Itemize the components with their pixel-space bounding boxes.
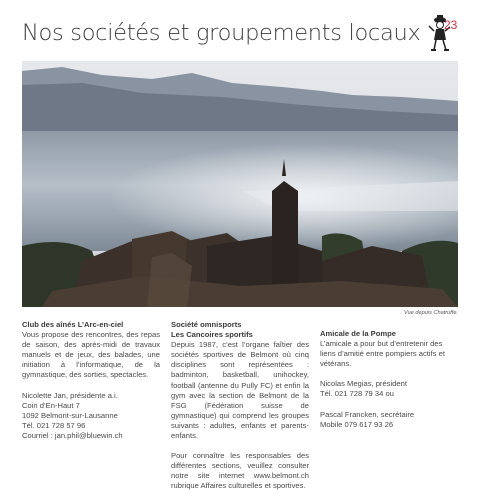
pompe-contact-1 [320,379,458,399]
pompe-president-phone: Tél. 021 728 79 34 ou [320,389,394,399]
column-sport [171,320,309,502]
pompe-contact-2 [320,410,458,430]
sport-heading-2: Les Cancoires sportifs [171,330,253,340]
column-pompe [320,329,458,430]
photo-caption: Vue depuis Chatruffe. [403,310,458,316]
pompe-heading: Amicale de la Pompe [320,329,396,338]
pompe-description: L’amicale a pour but d’entretenir des liens d’amitié entre pompiers actifs et vétérans. [320,339,445,369]
club-contact-name: Nicolette Jan, présidente a.i. [22,390,118,400]
club-heading: Club des aînés L’Arc-en-ciel [22,320,124,329]
club-description: Vous propose des rencontres, des repas de saison, des après-midi de travaux manuels et de jeux, des balades, une initiation à l’informatique, de la gymnastique, des sorties, spectacles. [22,330,160,380]
club-contact-email: Courriel : jan.phil@bluewin.ch [22,430,123,440]
column-club [22,320,160,441]
sport-more-info: Pour connaître les responsables des différentes sections, veuillez consulter notre site internet www.belmont.ch rubrique Affaires culturelles et sportives. [171,451,309,491]
page-title: Nos sociétés et groupements locaux [22,20,421,46]
sport-description: Depuis 1987, c’est l’organe faîtier des sociétés sportives de Belmont où cinq disciplines sont représentées : badminton, basketball, unihockey, football (antenne du Pully FC) et enfin la gym avec la section de Belmont de la FSG (Fédération suisse de gymnastique) qui comprend les groupes suivants : adultes, enfants et parents-enfants. [171,340,309,441]
pompe-secretary: Pascal Francken, secrétaire [320,409,415,419]
page-number: 23 [444,18,458,32]
club-contact [22,391,160,441]
pompe-president: Nicolas Megias, président [320,379,407,389]
club-contact-phone: Tél. 021 728 57 96 [22,420,86,430]
club-contact-address: Coin d’En-Haut 7 [22,400,80,410]
lake-photo [22,61,458,307]
sport-heading-1: Société omnisports [171,320,242,329]
club-contact-city: 1092 Belmont-sur-Lausanne [22,410,118,420]
pompe-secretary-mobile: Mobile 079 617 93 26 [320,419,394,429]
